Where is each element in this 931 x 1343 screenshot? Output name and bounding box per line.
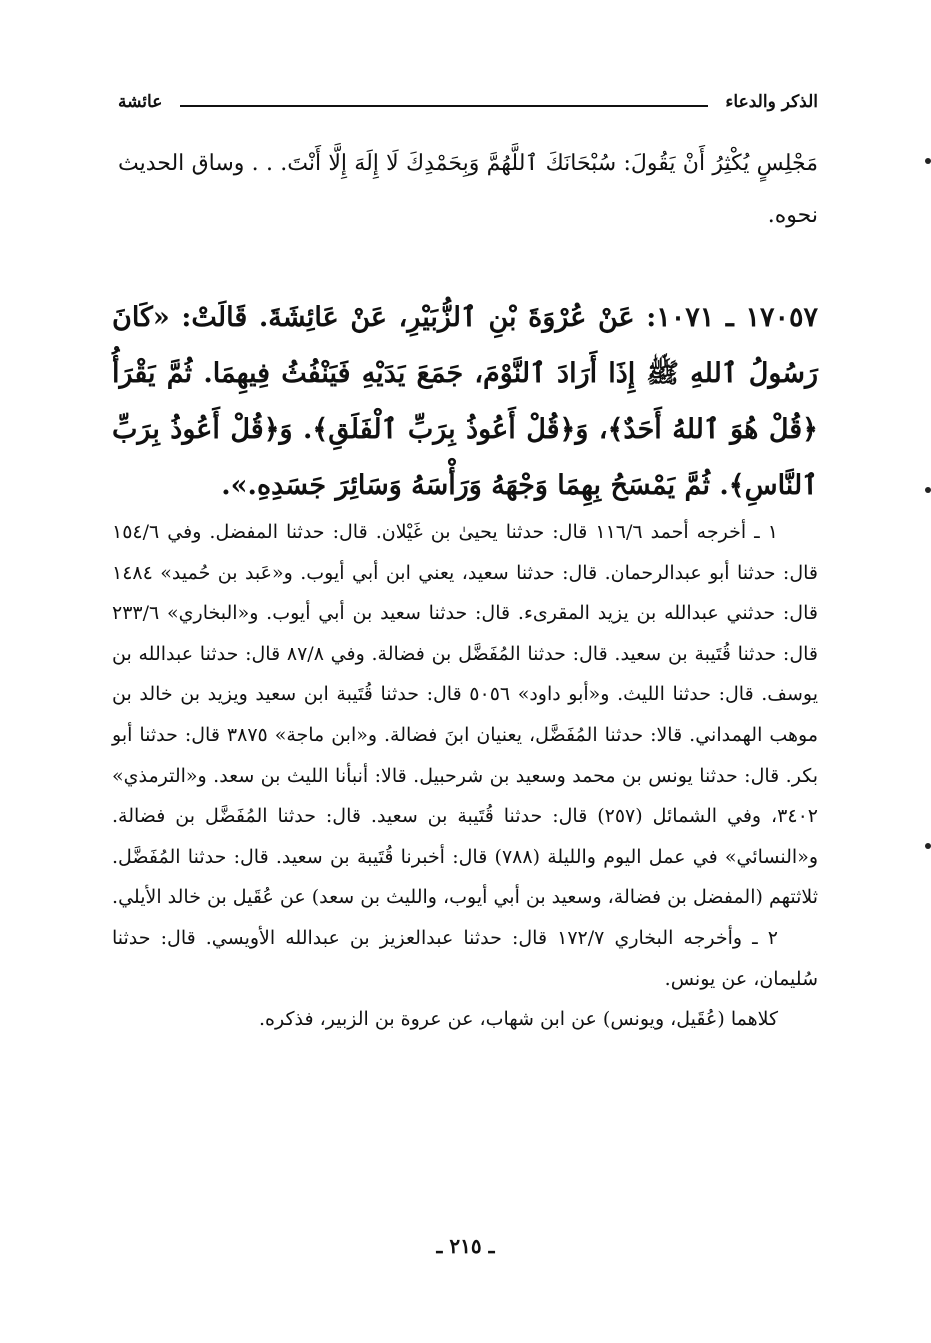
note-paragraph: ٢ ـ وأخرجه البخاري ١٧٢/٧ قال: حدثنا عبدالعزيز بن عبدالله الأويسي. قال: حدثنا سُليمان، عن يونس.	[112, 926, 818, 990]
continuation-paragraph: مَجْلِسٍ يُكْثِرُ أَنْ يَقُولَ: سُبْحَانَكَ ٱللَّهُمَّ وَبِحَمْدِكَ لَا إِلَهَ إِلَّا أَنْتَ. . . وساق الحديث نحوه.	[118, 151, 818, 228]
header-rule	[180, 105, 708, 107]
page-number: ـ ٢١٥ ـ	[436, 1234, 495, 1258]
hadith-text	[112, 290, 818, 514]
note-paragraph: كلاهما (عُقَيل، ويونس) عن ابن شهاب، عن عروة بن الزبير، فذكره.	[259, 1008, 778, 1031]
note-paragraph: ١ ـ أخرجه أحمد ١١٦/٦ قال: حدثنا يحيىٰ بن غَيْلان. قال: حدثنا المفضل. وفي ١٥٤/٦ قال: حدثنا أبو عبدالرحمان. قال: حدثنا سعيد، يعني ابن أبي أيوب. و«عَبد بن حُميد» ١٤٨٤ قال: حدثني عبدالله بن يزيد المقرىء. قال: حدثنا سعيد بن أبي أيوب. و«البخاري» ٢٣٣/٦ قال: حدثنا قُتَيبة بن سعيد. قال: حدثنا المُفَضَّل بن فضالة. وفي ٨٧/٨ قال: حدثنا عبدالله بن يوسف. قال: حدثنا الليث. و«أبو داود» ٥٠٥٦ قال: حدثنا قُتَيبة ابن سعيد ويزيد بن خالد بن موهب الهمداني. قالا: حدثنا المُفَضَّل، يعنيان ابنَ فضالة. و«ابن ماجة» ٣٨٧٥ قال: حدثنا أبو بكر. قال: حدثنا يونس بن محمد وسعيد بن شرحبيل. قالا: أنبأنا الليث بن سعد. و«الترمذي» ٣٤٠٢، وفي الشمائل (٢٥٧) قال: حدثنا قُتَيبة بن سعيد. قال: حدثنا المُفَضَّل بن فضالة. و«النسائي» في عمل اليوم والليلة (٧٨٨) قال: أخبرنا قُتَيبة بن سعيد. قال: حدثنا المُفَضَّل. ثلاثتهم (المفضل بن فضالة، وسعيد بن أبي أيوب، والليث بن سعد) عن عُقَيل بن خالد الأيلي.	[112, 521, 819, 909]
takhrij-notes	[112, 512, 818, 1040]
margin-mark	[925, 487, 931, 493]
section-title: عائشة	[118, 92, 163, 112]
margin-mark	[925, 843, 931, 849]
running-header	[118, 92, 818, 120]
hadith-number: ١٧٠٥٧ ـ ١٠٧١	[656, 302, 818, 333]
hadith-body: : عَنْ عُرْوَةَ بْنِ ٱلزُّبَيْرِ، عَنْ عَائِشَةَ. قَالَتْ: «كَانَ رَسُولُ ٱللهِ ﷺ إِذَا أَرَادَ ٱلنَّوْمَ، جَمَعَ يَدَيْهِ فَيَنْفُثُ فِيهِمَا. ثُمَّ يَقْرَأُ ﴿قُلْ هُوَ ٱللهُ أَحَدٌ﴾، وَ﴿قُلْ أَعُوذُ بِرَبِّ ٱلْفَلَقِ﴾. وَ﴿قُلْ أَعُوذُ بِرَبِّ ٱلنَّاسِ﴾. ثُمَّ يَمْسَحُ بِهِمَا وَجْهَهُ وَرَأْسَهُ وَسَائِرَ جَسَدِهِ.».	[112, 302, 818, 501]
book-title: الذكر والدعاء	[725, 92, 818, 112]
margin-mark	[925, 158, 931, 164]
